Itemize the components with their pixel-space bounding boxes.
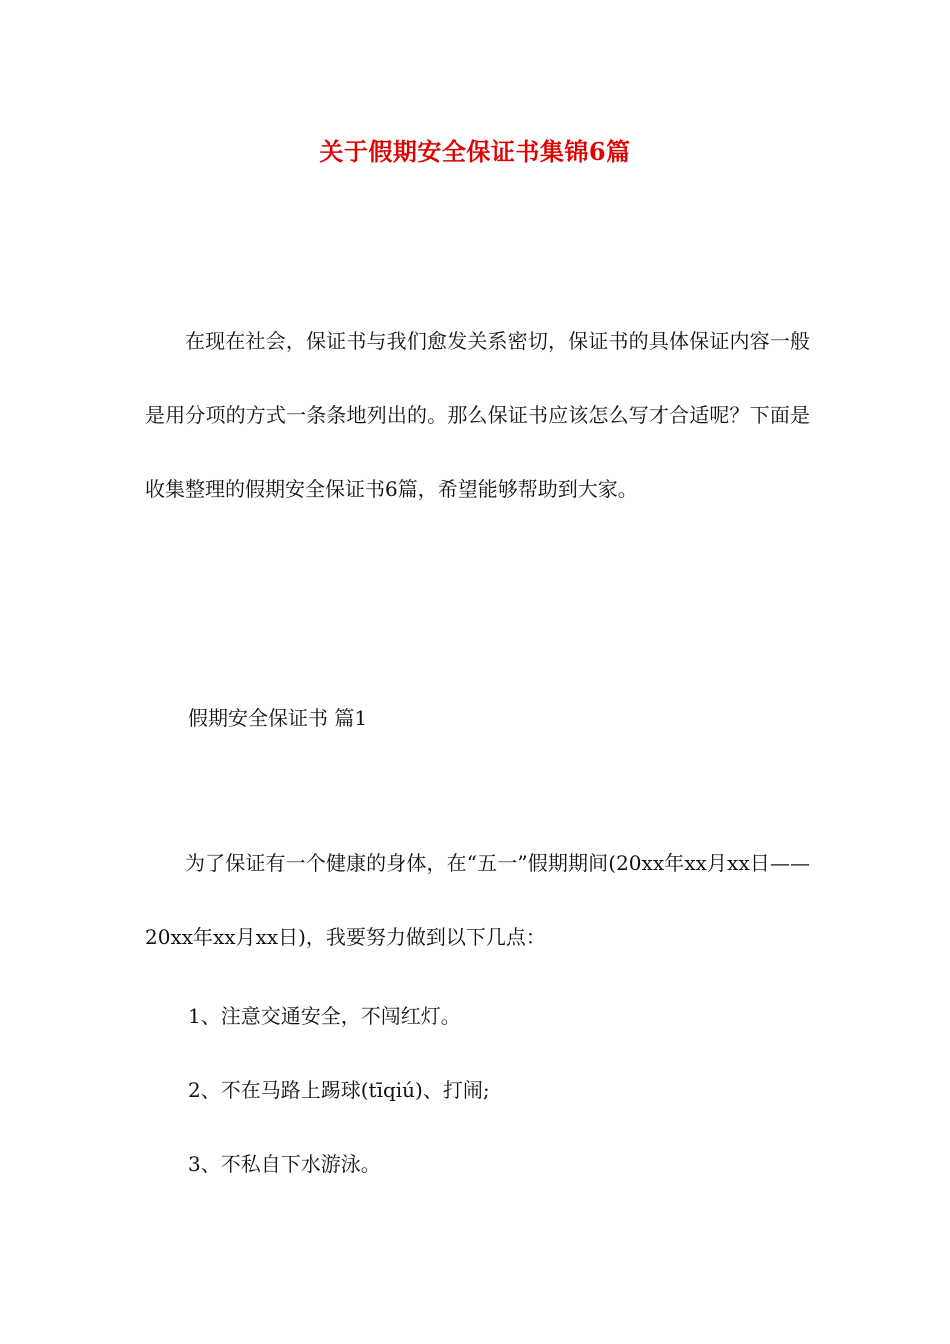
document-title: 关于假期安全保证书集锦6篇 — [319, 137, 631, 166]
list-item: 3、不私自下水游泳。 — [188, 1152, 381, 1176]
list-item: 1、注意交通安全，不闯红灯。 — [188, 1004, 461, 1028]
intro-paragraph: 在现在社会，保证书与我们愈发关系密切，保证书的具体保证内容一般是用分项的方式一条条地列出的。那么保证书应该怎么写才合适呢？下面是收集整理的假期安全保证书6篇，希望能够帮助到大家。 — [145, 329, 810, 501]
section-paragraph: 为了保证有一个健康的身体，在“五一”假期期间(20xx年xx月xx日——20xx年xx月xx日)，我要努力做到以下几点： — [145, 851, 810, 949]
section-heading: 假期安全保证书 篇1 — [188, 706, 368, 730]
list-item: 2、不在马路上踢球(tīqiú)、打闹; — [188, 1078, 490, 1102]
